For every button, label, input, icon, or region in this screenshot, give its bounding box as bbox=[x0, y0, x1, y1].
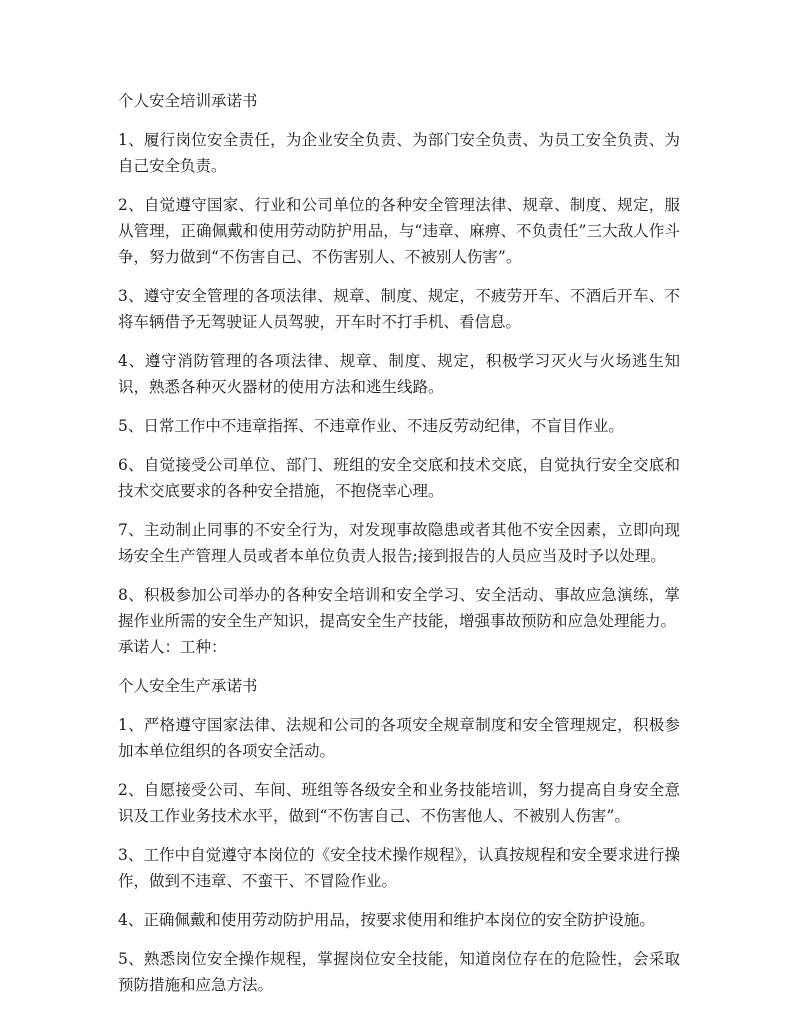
section1-item-6: 6、自觉接受公司单位、部门、班组的安全交底和技术交底，自觉执行安全交底和技术交底要求的各种安全措施，不抱侥幸心理。 bbox=[118, 456, 680, 500]
section2-title: 个人安全生产承诺书 bbox=[118, 677, 258, 695]
document-body bbox=[118, 88, 680, 1011]
section2-item-1: 1、严格遵守国家法律、法规和公司的各项安全规章制度和安全管理规定，积极参加本单位组织的各项安全活动。 bbox=[118, 716, 680, 760]
section1-item-4: 4、遵守消防管理的各项法律、规章、制度、规定，积极学习灭火与火场逃生知识，熟悉各种灭火器材的使用方法和逃生线路。 bbox=[118, 352, 680, 396]
section1-item-2: 2、自觉遵守国家、行业和公司单位的各种安全管理法律、规章、制度、规定，服从管理，正确佩戴和使用劳动防护用品，与“违章、麻痹、不负责任”三大敌人作斗争，努力做到“不伤害自己、不伤害别人、不被别人伤害”。 bbox=[118, 196, 680, 266]
section2-item-4: 4、正确佩戴和使用劳动防护用品，按要求使用和维护本岗位的安全防护设施。 bbox=[118, 911, 655, 929]
section1-item-7: 7、主动制止同事的不安全行为，对发现事故隐患或者其他不安全因素，立即向现场安全生产管理人员或者本单位负责人报告;接到报告的人员应当及时予以处理。 bbox=[118, 521, 680, 565]
section2-item-2: 2、自愿接受公司、车间、班组等各级安全和业务技能培训，努力提高自身安全意识及工作业务技术水平，做到“不伤害自己、不伤害他人、不被别人伤害”。 bbox=[118, 781, 680, 825]
section2-item-3: 3、工作中自觉遵守本岗位的《安全技术操作规程》，认真按规程和安全要求进行操作，做到不违章、不蛮干、不冒险作业。 bbox=[118, 846, 680, 890]
section1-signature: 承诺人：工种： bbox=[118, 638, 227, 656]
section2-item-5: 5、熟悉岗位安全操作规程，掌握岗位安全技能，知道岗位存在的危险性，会采取预防措施和应急方法。 bbox=[118, 950, 680, 994]
section1-item-8: 8、积极参加公司举办的各种安全培训和安全学习、安全活动、事故应急演练，掌握作业所需的安全生产知识，提高安全生产技能，增强事故预防和应急处理能力。 bbox=[118, 586, 680, 630]
section1-item-5: 5、日常工作中不违章指挥、不违章作业、不违反劳动纪律，不盲目作业。 bbox=[118, 417, 624, 435]
section1-title: 个人安全培训承诺书 bbox=[118, 92, 258, 110]
section1-item-1: 1、履行岗位安全责任，为企业安全负责、为部门安全负责、为员工安全负责、为自己安全负责。 bbox=[118, 131, 680, 175]
section1-item-3: 3、遵守安全管理的各项法律、规章、制度、规定，不疲劳开车、不酒后开车、不将车辆借予无驾驶证人员驾驶，开车时不打手机、看信息。 bbox=[118, 287, 680, 331]
